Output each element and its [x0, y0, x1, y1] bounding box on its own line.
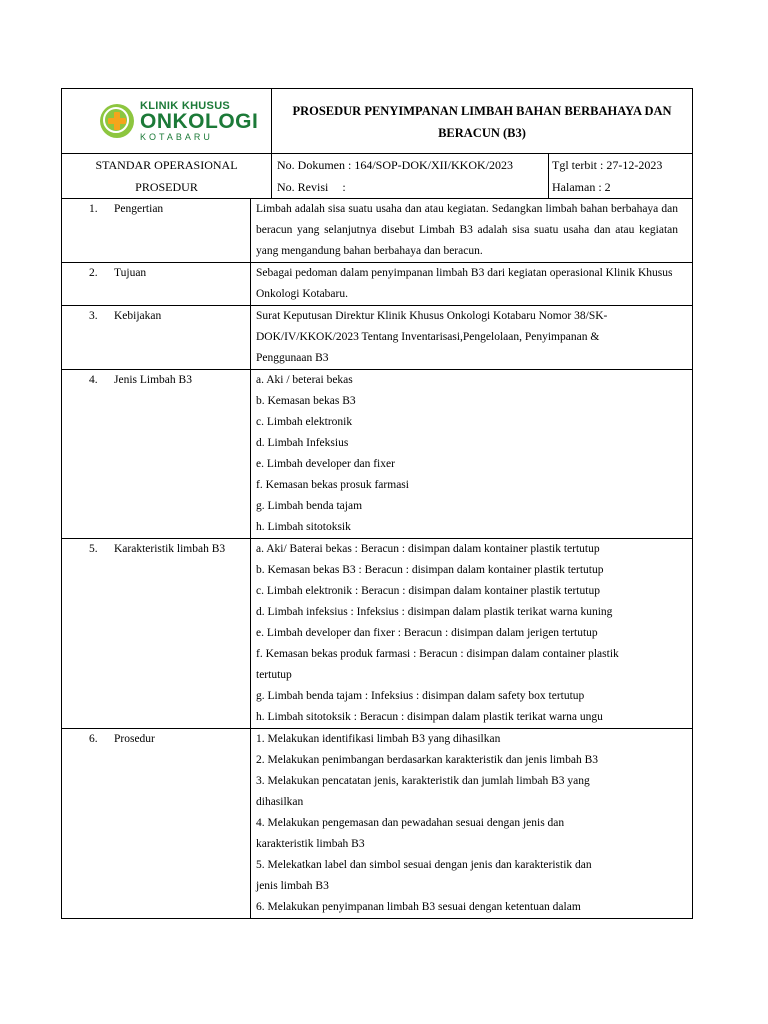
document-number-cell [272, 154, 549, 199]
procedure-step: 3. Melakukan pencatatan jenis, karakteristik dan jumlah limbah B3 yang [256, 775, 590, 787]
section-label: Jenis Limbah B3 [114, 374, 192, 386]
section-label-cell [62, 263, 251, 306]
list-item: e. Limbah developer dan fixer : Beracun : disimpan dalam jerigen tertutup [256, 627, 598, 639]
section-line: DOK/IV/KKOK/2023 Tentang Inventarisasi,Pengelolaan, Penyimpanan & [256, 331, 600, 343]
procedure-step: 1. Melakukan identifikasi limbah B3 yang dihasilkan [256, 733, 501, 745]
procedure-step: karakteristik limbah B3 [256, 838, 365, 850]
section-row-prosedur [62, 729, 693, 919]
section-number: 4. [89, 374, 98, 386]
document-title [272, 89, 693, 154]
procedure-step: 6. Melakukan penyimpanan limbah B3 sesuai dengan ketentuan dalam [256, 901, 581, 913]
section-label: Karakteristik limbah B3 [114, 543, 226, 555]
issue-date: Tgl terbit : 27-12-2023 [552, 158, 663, 172]
document-number: No. Dokumen : 164/SOP-DOK/XII/KKOK/2023 [277, 158, 513, 172]
procedure-step: 5. Melekatkan label dan simbol sesuai dengan jenis dan karakteristik dan [256, 859, 592, 871]
sop-document [61, 88, 692, 919]
section-line: Penggunaan B3 [256, 352, 329, 364]
list-item: f. Kemasan bekas produk farmasi : Beracun : disimpan dalam container plastik [256, 648, 619, 660]
section-label: Tujuan [114, 267, 147, 279]
section-number: 3. [89, 310, 98, 322]
meta-row [62, 154, 693, 199]
revision-label: No. Revisi [277, 180, 329, 194]
document-title-line1: PROSEDUR PENYIMPANAN LIMBAH BAHAN BERBAHAYA DAN [292, 104, 672, 118]
list-item: e. Limbah developer dan fixer [256, 458, 395, 470]
section-content [251, 199, 693, 263]
revision-value: : [342, 180, 346, 194]
section-number: 1. [89, 203, 98, 215]
section-content [251, 729, 693, 919]
section-label: Pengertian [114, 203, 164, 215]
list-item: b. Kemasan bekas B3 [256, 395, 356, 407]
section-content [251, 370, 693, 539]
section-label: Kebijakan [114, 310, 162, 322]
document-title-line2: BERACUN (B3) [438, 126, 526, 140]
logo-line-onkologi: ONKOLOGI [140, 109, 259, 133]
section-row-pengertian [62, 199, 693, 263]
procedure-step: dihasilkan [256, 796, 304, 808]
logo-cell [62, 89, 272, 154]
list-item: d. Limbah Infeksius [256, 437, 349, 449]
procedure-step: 4. Melakukan pengemasan dan pewadahan sesuai dengan jenis dan [256, 817, 565, 829]
list-item: c. Limbah elektronik [256, 416, 353, 428]
sop-label [62, 154, 272, 199]
list-item: f. Kemasan bekas prosuk farmasi [256, 479, 409, 491]
section-row-jenis-limbah [62, 370, 693, 539]
list-item: a. Aki/ Baterai bekas : Beracun : disimpan dalam kontainer plastik tertutup [256, 543, 600, 555]
list-item: b. Kemasan bekas B3 : Beracun : disimpan dalam kontainer plastik tertutup [256, 564, 604, 576]
sop-label-line2: PROSEDUR [135, 180, 198, 194]
section-row-karakteristik [62, 539, 693, 729]
procedure-step: jenis limbah B3 [256, 880, 329, 892]
logo-line-kotabaru: KOTABARU [140, 131, 213, 142]
list-item: g. Limbah benda tajam : Infeksius : disimpan dalam safety box tertutup [256, 690, 585, 702]
section-text: Limbah adalah sisa suatu usaha dan atau kegiatan. Sedangkan limbah bahan berbahaya dan beracun yang selanjutnya disebut Limbah B3 adalah sisa suatu usaha dan atau kegiatan yang mengandung bahan berbahaya dan beracun. [256, 203, 678, 257]
section-row-tujuan [62, 263, 693, 306]
logo-wordmark [140, 100, 258, 143]
list-item: c. Limbah elektronik : Beracun : disimpan dalam kontainer plastik tertutup [256, 585, 600, 597]
section-label-cell [62, 539, 251, 729]
sop-table [61, 88, 693, 919]
list-item: a. Aki / beterai bekas [256, 374, 353, 386]
section-label-cell [62, 370, 251, 539]
section-text: Sebagai pedoman dalam penyimpanan limbah B3 dari kegiatan operasional Klinik Khusus Onkologi Kotabaru. [256, 267, 673, 300]
section-line: Surat Keputusan Direktur Klinik Khusus Onkologi Kotabaru Nomor 38/SK- [256, 310, 608, 322]
clinic-logo [62, 100, 271, 143]
list-item: d. Limbah infeksius : Infeksius : disimpan dalam plastik terikat warna kuning [256, 606, 613, 618]
revision-number [277, 176, 548, 198]
procedure-step: 2. Melakukan penimbangan berdasarkan karakteristik dan jenis limbah B3 [256, 754, 599, 766]
list-item: g. Limbah benda tajam [256, 500, 363, 512]
section-label: Prosedur [114, 733, 155, 745]
section-label-cell [62, 729, 251, 919]
list-item: h. Limbah sitotoksik [256, 521, 351, 533]
medical-cross-icon [100, 104, 134, 138]
section-label-cell [62, 306, 251, 370]
header-row [62, 89, 693, 154]
logo-line-klinik-khusus: KLINIK KHUSUS [140, 99, 231, 112]
section-content [251, 539, 693, 729]
section-number: 2. [89, 267, 98, 279]
list-item: h. Limbah sitotoksik : Beracun : disimpan dalam plastik terikat warna ungu [256, 711, 603, 723]
section-row-kebijakan [62, 306, 693, 370]
section-number: 5. [89, 543, 98, 555]
section-number: 6. [89, 733, 98, 745]
section-label-cell [62, 199, 251, 263]
section-content [251, 306, 693, 370]
issue-info-cell [549, 154, 693, 199]
section-content [251, 263, 693, 306]
list-item: tertutup [256, 669, 292, 681]
sop-label-line1: STANDAR OPERASIONAL [95, 158, 238, 172]
page-number: Halaman : 2 [552, 180, 611, 194]
